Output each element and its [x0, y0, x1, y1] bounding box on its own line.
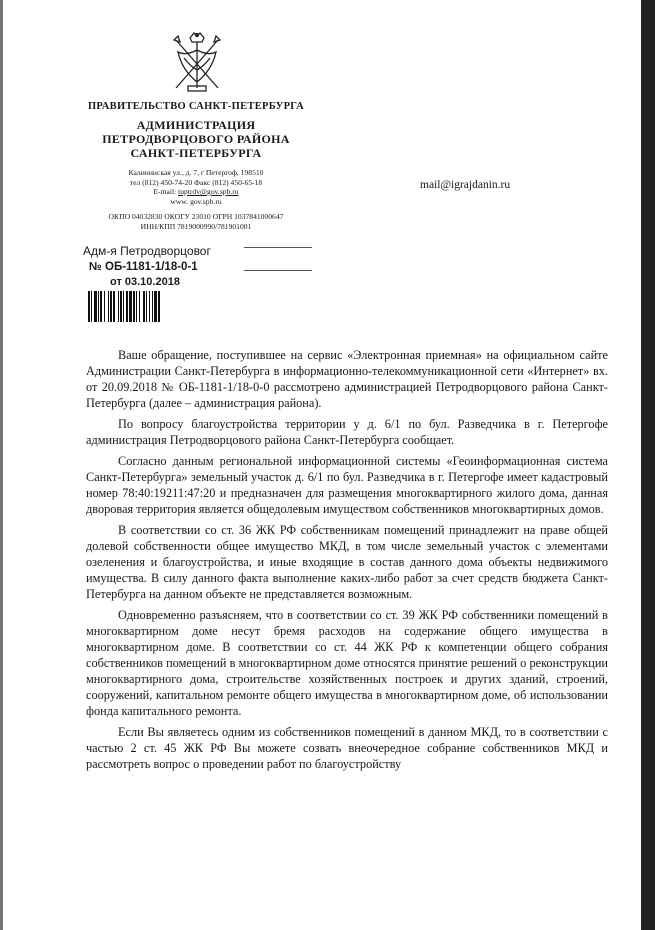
administration-title	[85, 118, 307, 160]
paragraph-question: По вопросу благоустройства территории у д. 6/1 по бул. Разведчика в г. Петергофе администрация Петродворцового района Санкт-Петербурга сообщает.	[86, 417, 608, 447]
stamp-date: от 03.10.2018	[110, 276, 180, 288]
paragraph-article-36: В соответствии со ст. 36 ЖК РФ собственникам помещений принадлежит на праве общей долевой собственности общее имущество МКД, в том числе земельный участок с элементами озеленения и благоустройства, и иные входящие в состав данного дома объекты недвижимого имущества. В силу данного факта выполнение каких-либо работ за счет средств бюджета Санкт-Петербурга на данном объекте не представляется возможным.	[86, 523, 608, 601]
letter-body	[86, 347, 608, 777]
blank-line	[244, 247, 312, 248]
coat-of-arms-icon	[168, 30, 226, 96]
blank-line	[244, 270, 312, 271]
address: Калининская ул., д. 7, г Петергоф, 198510	[128, 168, 264, 177]
government-title: ПРАВИТЕЛЬСТВО САНКТ-ПЕТЕРБУРГА	[87, 101, 305, 112]
paragraph-article-45: Если Вы являетесь одним из собственников помещений в данном МКД, то в соответствии с частью 2 ст. 45 ЖК РФ Вы можете созвать внеочередное собрание собственников МКД и рассмотреть вопрос о проведении работ по благоустройству	[86, 725, 608, 771]
paragraph-cadastral: Согласно данным региональной информационной системы «Геоинформационная система Санкт-Петербурга» земельный участок д. 6/1 по бул. Разведчика в г. Петергофе имеет кадастровый номер 78:40:19211:47:20 и предназначен для размещения многоквартирного жилого дома, данная дворовая территория является общедолевым имуществом собственников многоквартирных домов.	[86, 454, 608, 516]
paragraph-articles-39-44: Одновременно разъясняем, что в соответствии со ст. 39 ЖК РФ собственники помещений в многоквартирном доме несут бремя расходов на содержание общего имущества в многоквартирном доме. В соответствии со ст. 44 ЖК РФ к компетенции общего собрания собственников помещений в многоквартирном доме относятся принятие решений о реконструкции многоквартирного дома, строительстве хозяйственных построек и других зданий, строений, сооружений, капитальном ремонте общего имущества в многоквартирном доме, об использовании фонда капитального ремонта.	[86, 608, 608, 718]
registration-codes	[85, 212, 307, 231]
scan-edge-right	[641, 0, 655, 930]
email-label: E-mail:	[153, 187, 177, 196]
codes-line1: ОКПО 04032830 ОКОГУ 23010 ОГРН 1037841000647	[108, 212, 284, 221]
recipient-email: mail@igrajdanin.ru	[420, 179, 511, 191]
stamp-number: № ОБ-1181-1/18-0-1	[89, 261, 198, 273]
codes-line2: ИНН/КПП 7819000990/781901001	[140, 221, 252, 231]
email-link[interactable]: tuptrdv@gov.spb.ru	[178, 187, 239, 196]
contact-block	[85, 168, 307, 206]
paragraph-appeal: Ваше обращение, поступившее на сервис «Электронная приемная» на официальном сайте Администрации Санкт-Петербурга в информационно-телекоммуникационной сети «Интернет» вх. от 20.09.2018 № ОБ-1181-1/18-0-0 рассмотрено администрацией Петродворцового района Санкт-Петербурга (далее – администрация района).	[86, 348, 608, 410]
phone-fax: тел (812) 450-74-20 Факс (812) 450-65-18	[129, 177, 263, 187]
scan-edge-left	[0, 0, 3, 930]
email-line	[85, 187, 307, 197]
administration-title-line2: ПЕТРОДВОРЦОВОГО РАЙОНА	[102, 132, 290, 146]
stamp-organization: Адм-я Петродворцовог	[83, 244, 211, 258]
website: www. gov.spb.ru	[170, 196, 222, 206]
administration-title-line3: САНКТ-ПЕТЕРБУРГА	[130, 146, 262, 160]
administration-title-line1: АДМИНИСТРАЦИЯ	[136, 118, 256, 132]
barcode-icon	[88, 291, 233, 322]
